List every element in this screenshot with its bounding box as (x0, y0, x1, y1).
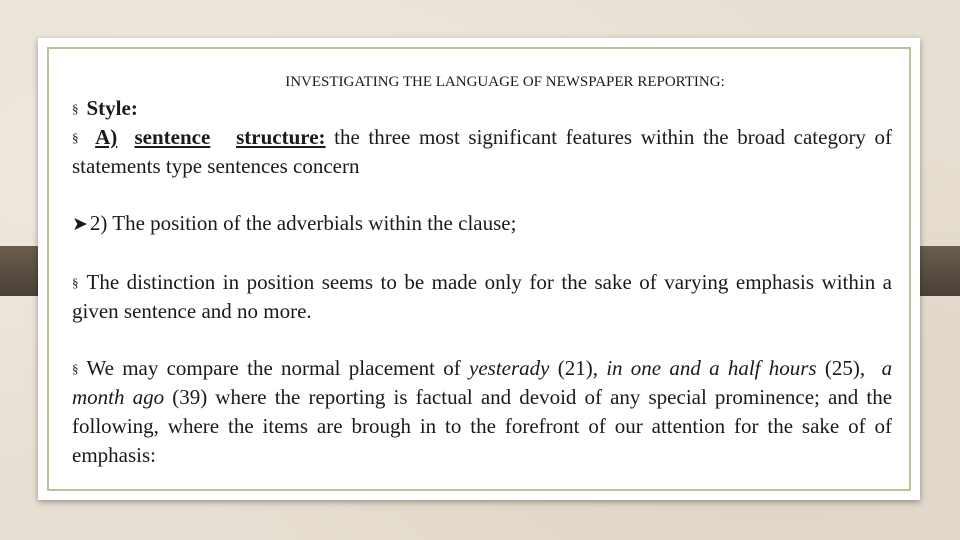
distinction-paragraph (72, 268, 892, 326)
compare-paragraph (72, 354, 892, 470)
compare-part3: (25), (824, 356, 866, 380)
slide-title: INVESTIGATING THE LANGUAGE OF NEWSPAPER REPORTING: (285, 74, 725, 90)
left-decorative-tab (0, 246, 38, 296)
arrow-bullet-icon: ➤ (72, 214, 88, 235)
sentence-word: sentence (134, 125, 211, 149)
compare-italic-month: a month ago (72, 356, 893, 409)
compare-italic-hours: in one and a half hours (606, 356, 817, 380)
compare-part4: (39) where the reporting is factual and devoid of any special prominence; and the following, where the items are brough in to the forefront of our attention for the sake of of emphasis: (72, 385, 893, 467)
style-heading (72, 94, 892, 123)
compare-part1: We may compare the normal placement of (86, 356, 461, 380)
square-bullet-icon: § (72, 361, 79, 376)
structure-word: structure: (236, 125, 326, 149)
structure-prefix: A) (95, 125, 118, 149)
point2-paragraph (72, 209, 892, 239)
square-bullet-icon: § (72, 101, 79, 116)
slide-card (38, 38, 920, 500)
point2-text: 2) The position of the adverbials within the clause; (89, 211, 517, 235)
compare-part2: (21), (557, 356, 598, 380)
square-bullet-icon: § (72, 275, 79, 290)
distinction-text: The distinction in position seems to be made only for the sake of varying emphasis within a given sentence and no more. (72, 270, 892, 323)
structure-text: the three most significant features within the broad category of statements type sentences concern (72, 125, 893, 178)
square-bullet-icon: § (72, 130, 79, 145)
style-label: Style: (86, 96, 138, 120)
compare-italic-yesterday: yesterady (469, 356, 550, 380)
structure-paragraph (72, 123, 892, 181)
